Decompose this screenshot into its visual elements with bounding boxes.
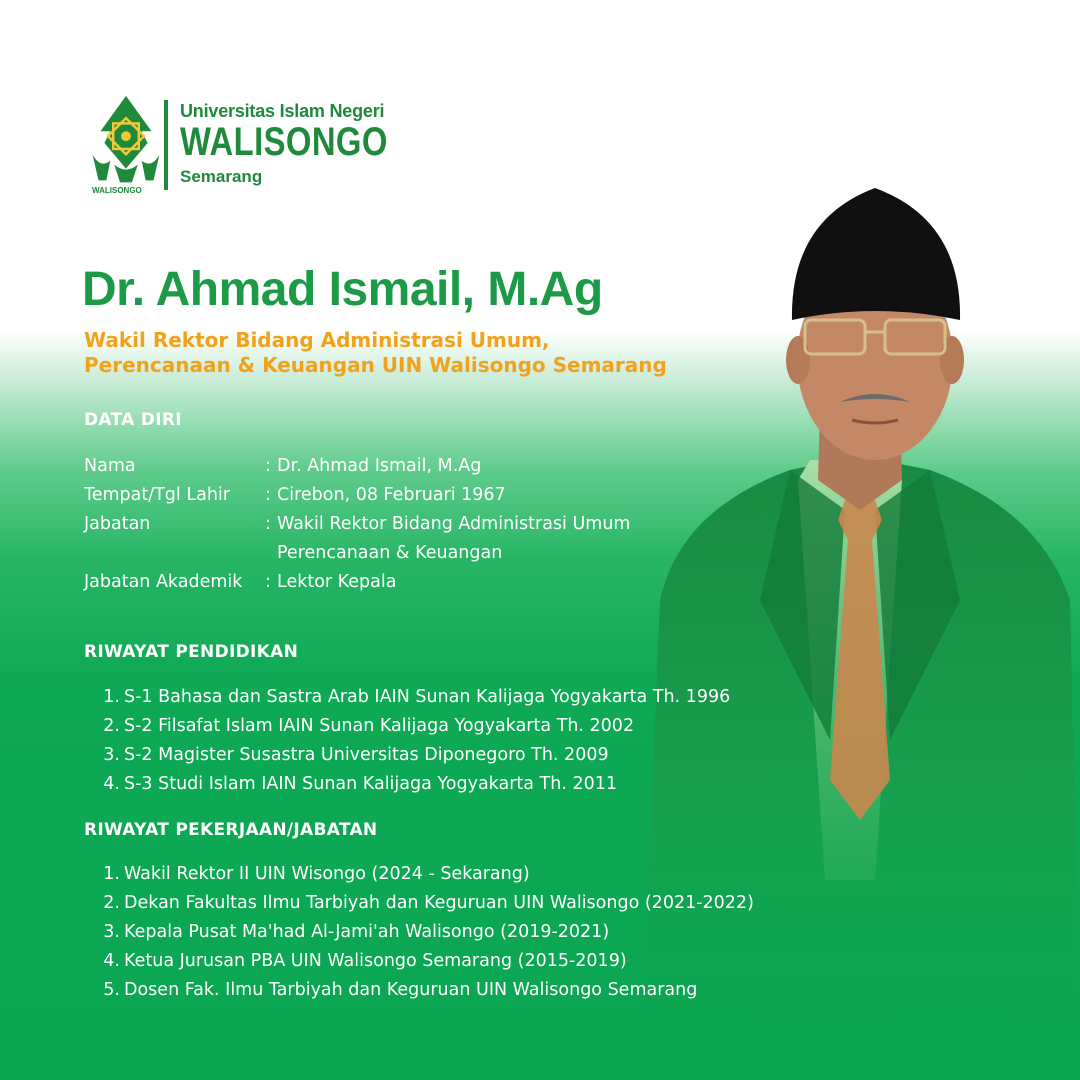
list-number: 3. [103, 745, 120, 765]
list-text: S-1 Bahasa dan Sastra Arab IAIN Sunan Kalijaga Yogyakarta Th. 1996 [124, 687, 731, 707]
data-diri-row [84, 452, 684, 481]
data-diri-row [84, 568, 684, 597]
data-value: Wakil Rektor Bidang Administrasi Umum [277, 514, 631, 534]
data-diri-table [84, 452, 684, 597]
list-text: S-2 Filsafat Islam IAIN Sunan Kalijaga Yogyakarta Th. 2002 [124, 716, 635, 736]
data-colon: : [265, 456, 271, 476]
position-line-2: Perencanaan & Keuangan UIN Walisongo Semarang [84, 353, 667, 377]
emblem-label: WALISONGO [92, 186, 142, 195]
data-value: Lektor Kepala [277, 572, 397, 592]
list-text: Dekan Fakultas Ilmu Tarbiyah dan Keguruan UIN Walisongo (2021-2022) [124, 893, 754, 913]
portrait-image [640, 180, 1080, 1080]
data-colon: : [265, 485, 271, 505]
profile-position [84, 328, 667, 378]
data-value: Cirebon, 08 Februari 1967 [277, 485, 506, 505]
section-title-pekerjaan: RIWAYAT PEKERJAAN/JABATAN [84, 820, 378, 840]
data-colon: : [265, 572, 271, 592]
university-logo [86, 92, 386, 202]
list-number: 2. [103, 716, 120, 736]
data-value: Dr. Ahmad Ismail, M.Ag [277, 456, 482, 476]
data-label: Jabatan [84, 514, 151, 534]
data-diri-row [84, 510, 684, 539]
data-colon: : [265, 514, 271, 534]
list-text: Kepala Pusat Ma'had Al-Jami'ah Walisongo (2019-2021) [124, 922, 610, 942]
data-label: Jabatan Akademik [84, 572, 243, 592]
list-text: S-2 Magister Susastra Universitas Diponegoro Th. 2009 [124, 745, 609, 765]
list-text: Ketua Jurusan PBA UIN Walisongo Semarang (2015-2019) [124, 951, 627, 971]
list-number: 4. [103, 951, 120, 971]
list-number: 2. [103, 893, 120, 913]
position-line-1: Wakil Rektor Bidang Administrasi Umum, [84, 328, 550, 352]
logo-wordmark [180, 100, 433, 188]
data-label: Tempat/Tgl Lahir [84, 485, 230, 505]
list-text: S-3 Studi Islam IAIN Sunan Kalijaga Yogyakarta Th. 2011 [124, 774, 617, 794]
logo-line-city: Semarang [180, 167, 263, 186]
data-label: Nama [84, 456, 136, 476]
list-number: 1. [103, 864, 120, 884]
logo-line-walisongo: WALISONGO [180, 120, 388, 164]
section-title-data-diri: DATA DIRI [84, 410, 182, 430]
list-number: 4. [103, 774, 120, 794]
list-text: Dosen Fak. Ilmu Tarbiyah dan Keguruan UIN Walisongo Semarang [124, 980, 698, 1000]
list-number: 5. [103, 980, 120, 1000]
logo-divider [164, 100, 168, 190]
list-text: Wakil Rektor II UIN Wisongo (2024 - Sekarang) [124, 864, 530, 884]
list-number: 3. [103, 922, 120, 942]
data-value: Perencanaan & Keuangan [277, 543, 503, 563]
data-diri-row [84, 481, 684, 510]
data-diri-row [84, 539, 684, 568]
logo-line-university: Universitas Islam Negeri [180, 101, 385, 121]
list-number: 1. [103, 687, 120, 707]
profile-name: Dr. Ahmad Ismail, M.Ag [82, 263, 603, 316]
section-title-pendidikan: RIWAYAT PENDIDIKAN [84, 642, 299, 662]
walisongo-emblem-icon [86, 92, 166, 200]
